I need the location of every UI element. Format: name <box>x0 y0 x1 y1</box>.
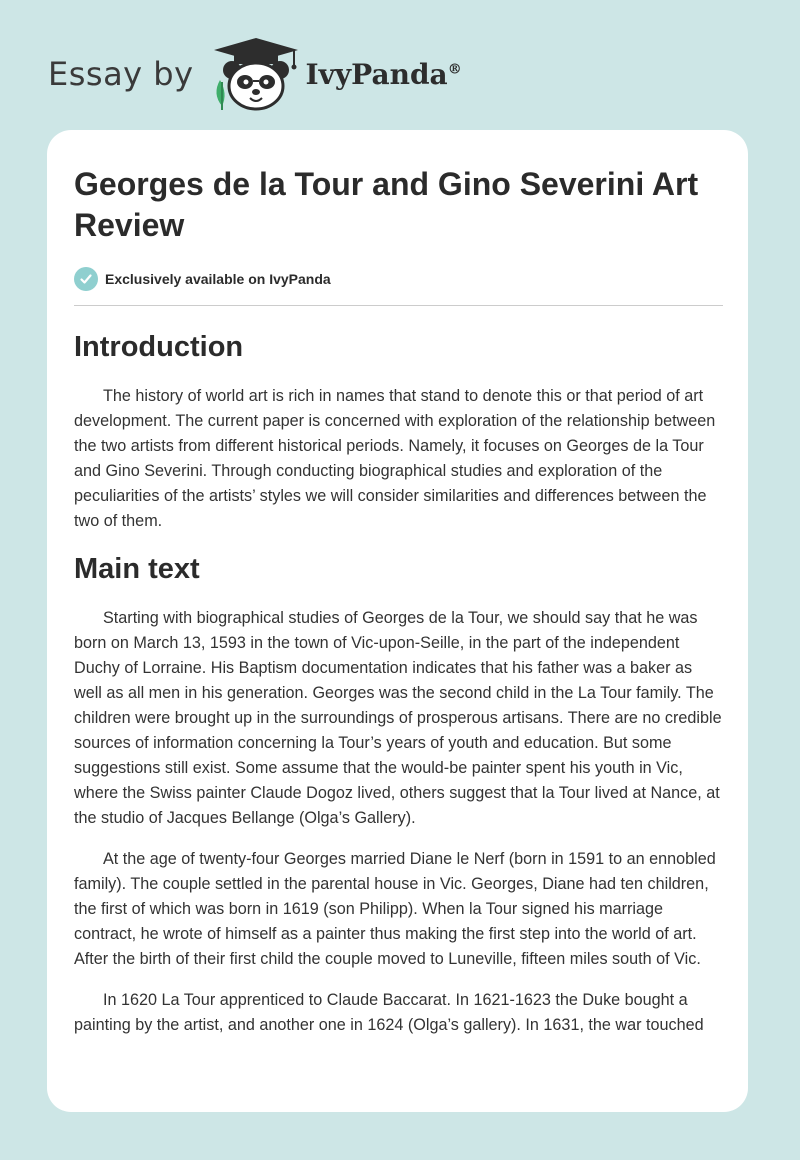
title-divider <box>74 305 723 306</box>
exclusive-label: Exclusively available on IvyPanda <box>105 271 331 287</box>
main-text-paragraph-3: In 1620 La Tour apprenticed to Claude Baccarat. In 1621-1623 the Duke bought a painting by the artist, and another one in 1624 (Olga’s gallery). In 1631, the war touched <box>74 991 704 1034</box>
essay-title: Georges de la Tour and Gino Severini Art Review <box>74 166 699 243</box>
panda-logo-icon <box>208 36 304 112</box>
essay-by-label: Essay by <box>48 55 194 93</box>
check-circle-icon <box>74 267 98 291</box>
ivypanda-brand-name <box>306 58 462 91</box>
main-text-paragraph-1: Starting with biographical studies of Georges de la Tour, we should say that he was born on March 13, 1593 in the town of Vic-upon-Seille, in the part of the independent Duchy of Lorraine. His Baptism documentation indicates that his father was a baker as well as all men in his generation. Georges was the second child in the La Tour family. The children were brought up in the surroundings of prosperous artisans. There are no credible sources of information concerning la Tour’s years of youth and education. But some suggestions still exist. Some assume that the would-be painter spent his youth in Vic, where the Swiss painter Claude Dogoz lived, others suggest that la Tour lived at Nance, at the studio of Jacques Bellange (Olga’s Gallery). <box>74 609 722 827</box>
essay-card <box>47 130 748 1112</box>
exclusive-notice <box>74 266 724 292</box>
main-text-paragraph-2: At the age of twenty-four Georges married Diane le Nerf (born in 1591 to an ennobled family). The couple settled in the parental house in Vic. Georges, Diane had ten children, the first of which was born in 1619 (son Philipp). When la Tour signed his marriage contract, he wrote of himself as a painter thus making the first step into the world of art. After the birth of their first child the couple moved to Luneville, fifteen miles south of Vic. <box>74 850 716 968</box>
essay-content <box>74 164 724 1038</box>
section-heading-main-text: Main text <box>74 553 200 585</box>
introduction-paragraph: The history of world art is rich in names that stand to denote this or that period of art development. The current paper is concerned with exploration of the relationship between the two artists from different historical periods. Namely, it focuses on Georges de la Tour and Gino Severini. Through conducting biographical studies and exploration of the peculiarities of the artists’ styles we will consider similarities and differences between the two of them. <box>74 387 716 530</box>
registered-mark: ® <box>447 61 462 78</box>
section-heading-introduction: Introduction <box>74 331 244 363</box>
site-header <box>48 36 462 112</box>
checkmark-icon <box>79 272 93 286</box>
brand-name-text: IvyPanda <box>305 57 448 91</box>
